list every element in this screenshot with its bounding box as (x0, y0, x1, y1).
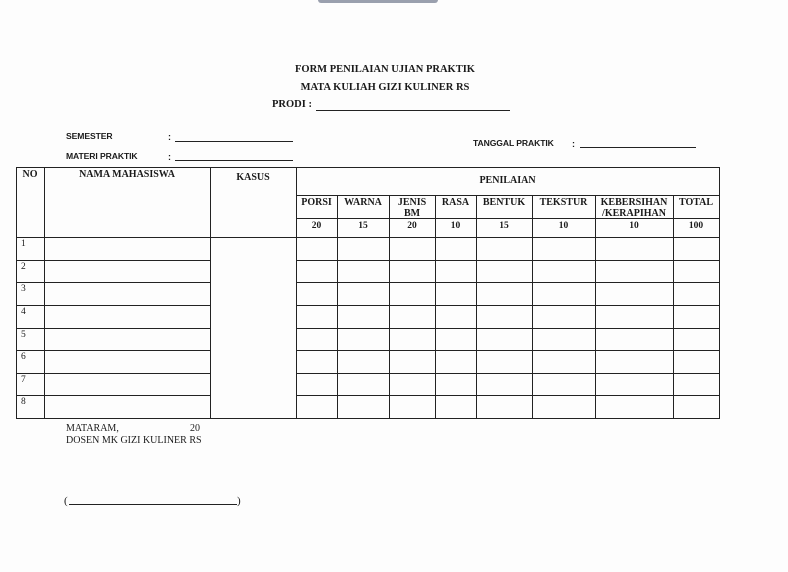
row-number: 5 (21, 330, 26, 340)
dosen-label: DOSEN MK GIZI KULINER RS (66, 435, 202, 446)
row-divider (16, 350, 210, 351)
row-divider (296, 282, 719, 283)
header-bottom (16, 237, 719, 238)
signature-field[interactable] (69, 504, 237, 505)
row-divider (16, 305, 210, 306)
row-divider (16, 395, 210, 396)
table-border-bottom (16, 418, 720, 419)
row-divider (296, 260, 719, 261)
signature-close-paren: ) (237, 495, 241, 507)
materi-colon: : (168, 152, 171, 162)
criteria-max-score: 20 (311, 221, 322, 231)
criteria-header: JENIS BM (397, 197, 427, 219)
col-divider (44, 167, 45, 418)
criteria-max-score: 10 (629, 221, 639, 231)
criteria-max-score: 15 (499, 221, 509, 231)
no-header: NO (22, 169, 38, 180)
row-divider (296, 395, 719, 396)
materi-label: MATERI PRAKTIK (66, 151, 138, 161)
row-divider (296, 350, 719, 351)
table-border-left (16, 167, 17, 418)
criteria-max-score: 15 (358, 221, 368, 231)
course-title: MATA KULIAH GIZI KULINER RS (300, 82, 470, 93)
materi-field[interactable] (175, 160, 293, 161)
col-divider (210, 167, 211, 418)
year-prefix: 20 (190, 423, 200, 434)
criteria-header: TEKSTUR (539, 197, 588, 208)
criteria-max-score: 10 (558, 221, 569, 231)
criteria-header: KEBERSIHAN /KERAPIHAN (600, 197, 668, 219)
tanggal-label: TANGGAL PRAKTIK (473, 138, 554, 148)
table-border-right (719, 167, 720, 418)
row-divider (16, 328, 210, 329)
header-divider (296, 195, 719, 196)
prodi-label: PRODI : (272, 99, 312, 110)
semester-field[interactable] (175, 141, 293, 142)
row-divider (16, 260, 210, 261)
criteria-header: BENTUK (482, 197, 526, 208)
kasus-header: KASUS (236, 172, 270, 183)
form-title: FORM PENILAIAN UJIAN PRAKTIK (295, 64, 475, 75)
row-number: 6 (21, 352, 26, 362)
signature-open-paren: ( (64, 495, 68, 507)
nama-header: NAMA MAHASISWA (79, 169, 175, 180)
criteria-header: TOTAL (678, 197, 714, 208)
row-divider (16, 282, 210, 283)
row-number: 8 (21, 397, 26, 407)
criteria-max-score: 10 (450, 221, 461, 231)
criteria-header: WARNA (344, 197, 382, 208)
tanggal-colon: : (572, 139, 575, 149)
row-number: 3 (21, 284, 26, 294)
criteria-header: PORSI (301, 197, 332, 208)
criteria-max-score: 20 (407, 221, 417, 231)
table-border-top (16, 167, 720, 168)
row-number: 4 (21, 307, 26, 317)
penilaian-header: PENILAIAN (479, 175, 536, 186)
semester-colon: : (168, 132, 171, 142)
row-number: 1 (21, 239, 26, 249)
row-divider (16, 373, 210, 374)
criteria-header: RASA (441, 197, 470, 208)
row-divider (296, 305, 719, 306)
prodi-field[interactable] (316, 110, 510, 111)
row-divider (296, 373, 719, 374)
row-number: 2 (21, 262, 26, 272)
row-number: 7 (21, 375, 26, 385)
semester-label: SEMESTER (66, 131, 113, 141)
scan-mark (318, 0, 438, 3)
tanggal-field[interactable] (580, 147, 696, 148)
place-date: MATARAM, (66, 423, 119, 434)
row-divider (296, 328, 719, 329)
criteria-max-score: 100 (688, 221, 704, 231)
